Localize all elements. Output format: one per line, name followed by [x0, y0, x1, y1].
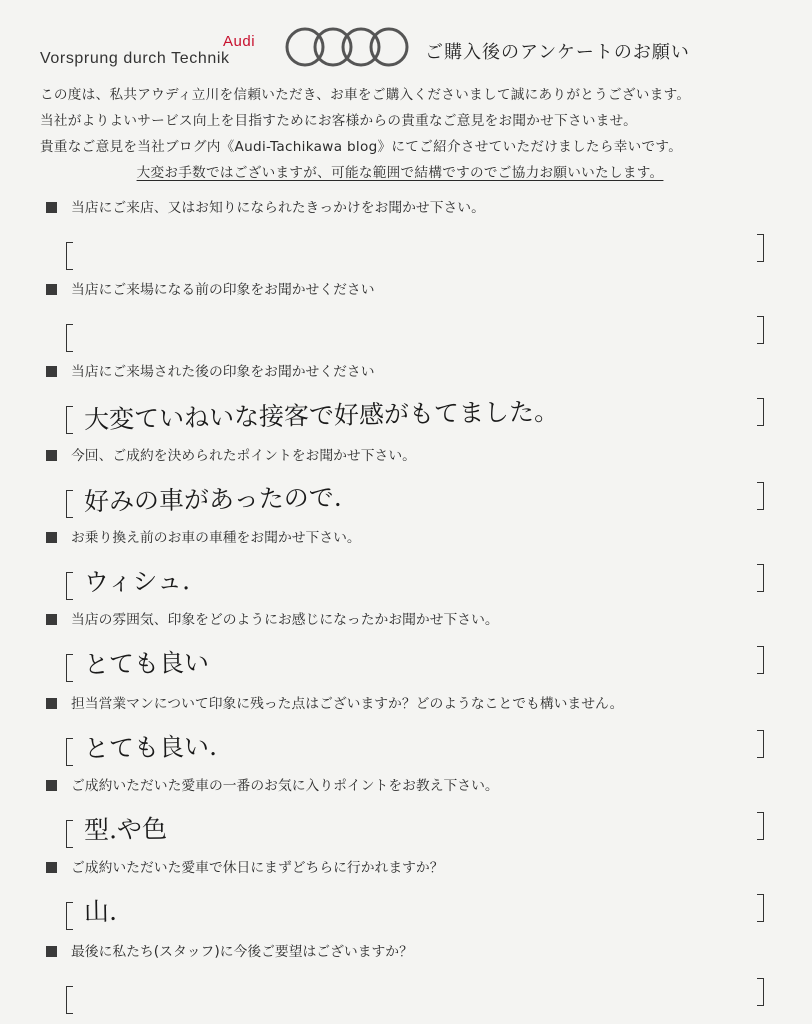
- question-7: [46, 694, 786, 774]
- question-8-text: ご成約いただいた愛車の一番のお気に入りポイントをお教え下さい。: [71, 778, 499, 794]
- bullet-square-icon: [46, 450, 57, 461]
- question-7-text: 担当営業マンについて印象に残った点はございますか？どのようなことでも構いません。: [71, 696, 624, 712]
- question-2-text: 当店にご来場になる前の印象をお聞かせください: [71, 282, 375, 298]
- question-9: [46, 858, 786, 938]
- right-bracket-icon: [757, 564, 764, 592]
- question-1: [46, 198, 786, 278]
- question-10-heading: [46, 942, 786, 962]
- left-bracket-icon: [66, 902, 73, 930]
- question-10: [46, 942, 786, 1022]
- bullet-square-icon: [46, 366, 57, 377]
- question-3: [46, 362, 786, 442]
- audi-wordmark: Audi: [223, 33, 256, 50]
- answer-3: 大変ていねいな接客で好感がもてました。: [83, 396, 560, 435]
- answer-box-2[interactable]: [46, 312, 786, 360]
- left-bracket-icon: [66, 986, 73, 1014]
- right-bracket-icon: [757, 978, 764, 1006]
- answer-box-7[interactable]: [46, 726, 786, 774]
- answer-box-6[interactable]: [46, 642, 786, 690]
- question-6: [46, 610, 786, 690]
- question-9-heading: [46, 858, 786, 878]
- answer-7: とても良い.: [83, 731, 218, 764]
- bullet-square-icon: [46, 698, 57, 709]
- right-bracket-icon: [757, 482, 764, 510]
- left-bracket-icon: [66, 324, 73, 352]
- question-8: [46, 776, 786, 856]
- answer-8: 型.や色: [83, 814, 168, 845]
- answer-box-1[interactable]: [46, 230, 786, 278]
- left-bracket-icon: [66, 820, 73, 848]
- header: [0, 0, 812, 80]
- right-bracket-icon: [757, 730, 764, 758]
- question-4-text: 今回、ご成約を決められたポイントをお聞かせ下さい。: [71, 448, 416, 464]
- question-2: [46, 280, 786, 360]
- answer-9: 山.: [83, 896, 118, 927]
- brand-slogan: Vorsprung durch Technik: [40, 50, 230, 67]
- answer-box-8[interactable]: [46, 808, 786, 856]
- question-9-text: ご成約いただいた愛車で休日にまずどちらに行かれますか？: [71, 860, 444, 876]
- bullet-square-icon: [46, 532, 57, 543]
- right-bracket-icon: [757, 316, 764, 344]
- question-5-text: お乗り換え前のお車の車種をお聞かせ下さい。: [71, 530, 361, 546]
- bullet-square-icon: [46, 202, 57, 213]
- bullet-square-icon: [46, 284, 57, 295]
- left-bracket-icon: [66, 490, 73, 518]
- answer-box-10[interactable]: [46, 974, 786, 1022]
- survey-title: ご購入後のアンケートのお願い: [425, 42, 690, 63]
- answer-6: とても良い: [83, 647, 210, 680]
- right-bracket-icon: [757, 812, 764, 840]
- right-bracket-icon: [757, 894, 764, 922]
- question-10-text: 最後に私たち(スタッフ)に今後ご要望はございますか？: [71, 944, 413, 960]
- question-3-heading: [46, 362, 786, 382]
- right-bracket-icon: [757, 234, 764, 262]
- right-bracket-icon: [757, 646, 764, 674]
- left-bracket-icon: [66, 654, 73, 682]
- bullet-square-icon: [46, 780, 57, 791]
- question-6-heading: [46, 610, 786, 630]
- answer-box-4[interactable]: [46, 478, 786, 526]
- intro-line-3: 貴重なご意見を当社ブログ内《Audi-Tachikawa blog》にてご紹介させていただけましたら幸いです。: [40, 139, 683, 155]
- question-5: [46, 528, 786, 608]
- answer-5: ウィシュ.: [83, 566, 191, 597]
- question-6-text: 当店の雰囲気、印象をどのようにお感じになったかお聞かせ下さい。: [71, 612, 499, 628]
- question-2-heading: [46, 280, 786, 300]
- question-1-heading: [46, 198, 786, 218]
- bullet-square-icon: [46, 862, 57, 873]
- answer-box-9[interactable]: [46, 890, 786, 938]
- cooperation-request: [40, 160, 760, 186]
- question-4: [46, 446, 786, 526]
- answer-4: 好みの車があったので.: [83, 482, 342, 517]
- question-1-text: 当店にご来店、又はお知りになられたきっかけをお聞かせ下さい。: [71, 200, 485, 216]
- intro-text: [40, 82, 800, 186]
- question-8-heading: [46, 776, 786, 796]
- answer-box-5[interactable]: [46, 560, 786, 608]
- bullet-square-icon: [46, 614, 57, 625]
- left-bracket-icon: [66, 242, 73, 270]
- answer-box-3[interactable]: [46, 394, 786, 442]
- bullet-square-icon: [46, 946, 57, 957]
- right-bracket-icon: [757, 398, 764, 426]
- question-3-text: 当店にご来場された後の印象をお聞かせください: [71, 364, 375, 380]
- left-bracket-icon: [66, 406, 73, 434]
- question-5-heading: [46, 528, 786, 548]
- intro-line-2: 当社がよりよいサービス向上を目指すためにお客様からの貴重なご意見をお聞かせ下さいませ。: [40, 113, 638, 129]
- intro-line-1: この度は、私共アウディ立川を信頼いただき、お車をご購入くださいまして誠にありがとうございます。: [40, 87, 691, 103]
- left-bracket-icon: [66, 738, 73, 766]
- audi-rings-logo: [284, 24, 412, 70]
- question-4-heading: [46, 446, 786, 466]
- left-bracket-icon: [66, 572, 73, 600]
- cooperation-request-text: 大変お手数ではございますが、可能な範囲で結構ですのでご協力お願いいたします。: [136, 165, 664, 181]
- question-7-heading: [46, 694, 786, 714]
